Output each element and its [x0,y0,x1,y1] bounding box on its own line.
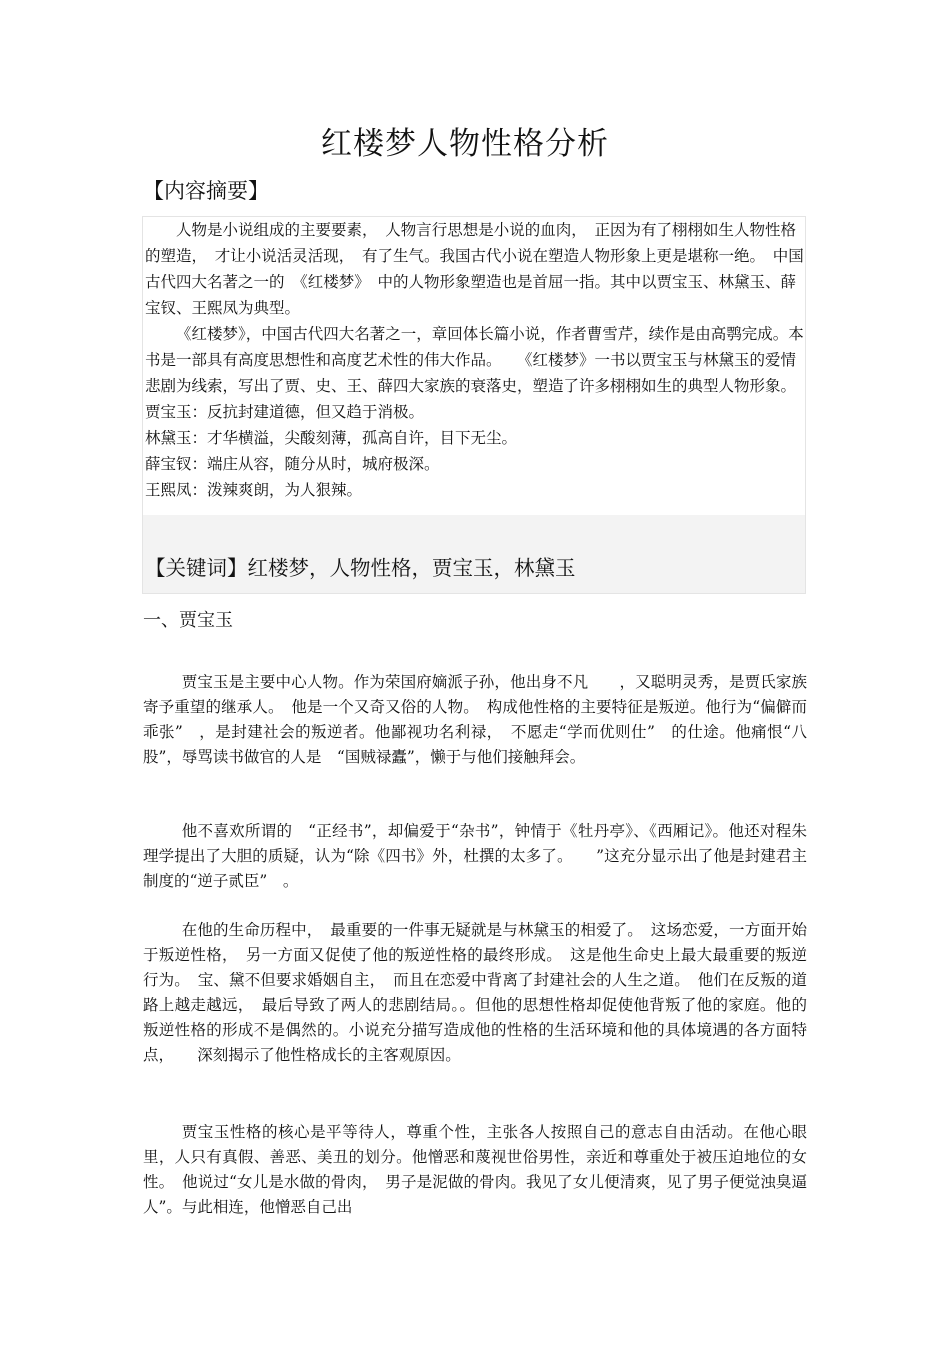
abstract-box [142,216,806,594]
abstract-body [145,217,805,503]
character-summary-daiyu: 林黛玉：才华横溢，尖酸刻薄，孤高自许，目下无尘。 [145,429,518,447]
character-summary-baoyu: 贾宝玉：反抗封建道德，但又趋于消极。 [145,403,425,421]
abstract-paragraph: 人物是小说组成的主要要素， 人物言行思想是小说的血肉， 正因为有了栩栩如生人物性格的塑造， 才让小说活灵活现， 有了生气。我国古代小说在塑造人物形象上更是堪称一绝。 中国古代四大名著之一的 《红楼梦》 中的人物形象塑造也是首屈一指。其中以贾宝玉、林黛玉、薛宝钗、王熙凤为典型。 [145,221,804,317]
body-paragraph: 他不喜欢所谓的 “正经书”，却偏爱于“杂书”，钟情于《牡丹亭》、《西厢记》。他还对程朱理学提出了大胆的质疑，认为“除《四书》外，杜撰的太多了。 ”这充分显示出了他是封建君主制度的“逆子贰臣” 。 [143,822,807,890]
character-summary-xifeng: 王熙凤：泼辣爽朗，为人狠辣。 [145,481,363,499]
abstract-heading: 【内容摘要】 [143,179,269,203]
body-paragraph: 在他的生命历程中， 最重要的一件事无疑就是与林黛玉的相爱了。 这场恋爱，一方面开始于叛逆性格， 另一方面又促使了他的叛逆性格的最终形成。 这是他生命史上最大最重要的叛逆行为。 宝、黛不但要求婚姻自主， 而且在恋爱中背离了封建社会的人生之道。 他们在反叛的道路上越走越远， 最后导致了两人的悲剧结局。。但他的思想性格却促使他背叛了他的家庭。他的叛逆性格的形成不是偶然的。小说充分描写造成他的性格的生活环境和他的具体境遇的各方面特点， 深刻揭示了他性格成长的主客观原因。 [143,921,807,1064]
body-paragraph: 贾宝玉是主要中心人物。作为荣国府嫡派子孙，他出身不凡 ，又聪明灵秀，是贾氏家族寄予重望的继承人。 他是一个又奇又俗的人物。 构成他性格的主要特征是叛逆。他行为“偏僻而乖张” ，是封建社会的叛逆者。他鄙视功名利禄， 不愿走“学而优则仕” 的仕途。他痛恨“八股”，辱骂读书做官的人是 “国贼禄蠹”，懒于与他们接触拜会。 [143,673,807,766]
section-heading: 一、贾宝玉 [143,610,233,631]
document-title: 红楼梦人物性格分析 [321,126,609,162]
character-summary-baochai: 薛宝钗：端庄从容，随分从时，城府极深。 [145,455,440,473]
body-paragraph: 贾宝玉性格的核心是平等待人，尊重个性，主张各人按照自己的意志自由活动。在他心眼里，人只有真假、善恶、美丑的划分。他憎恶和蔑视世俗男性，亲近和尊重处于被压迫地位的女性。 他说过“女儿是水做的骨肉， 男子是泥做的骨肉。我见了女儿便清爽，见了男子便觉浊臭逼人”。与此相连，他憎恶自己出 [143,1123,807,1216]
keywords-line: 【关键词】红楼梦，人物性格，贾宝玉，林黛玉 [145,556,576,580]
abstract-paragraph: 《红楼梦》，中国古代四大名著之一，章回体长篇小说，作者曹雪芹，续作是由高鹗完成。本书是一部具有高度思想性和高度艺术性的伟大作品。 《红楼梦》一书以贾宝玉与林黛玉的爱情悲剧为线索，写出了贾、史、王、薛四大家族的衰落史，塑造了许多栩栩如生的典型人物形象。 [145,325,804,395]
